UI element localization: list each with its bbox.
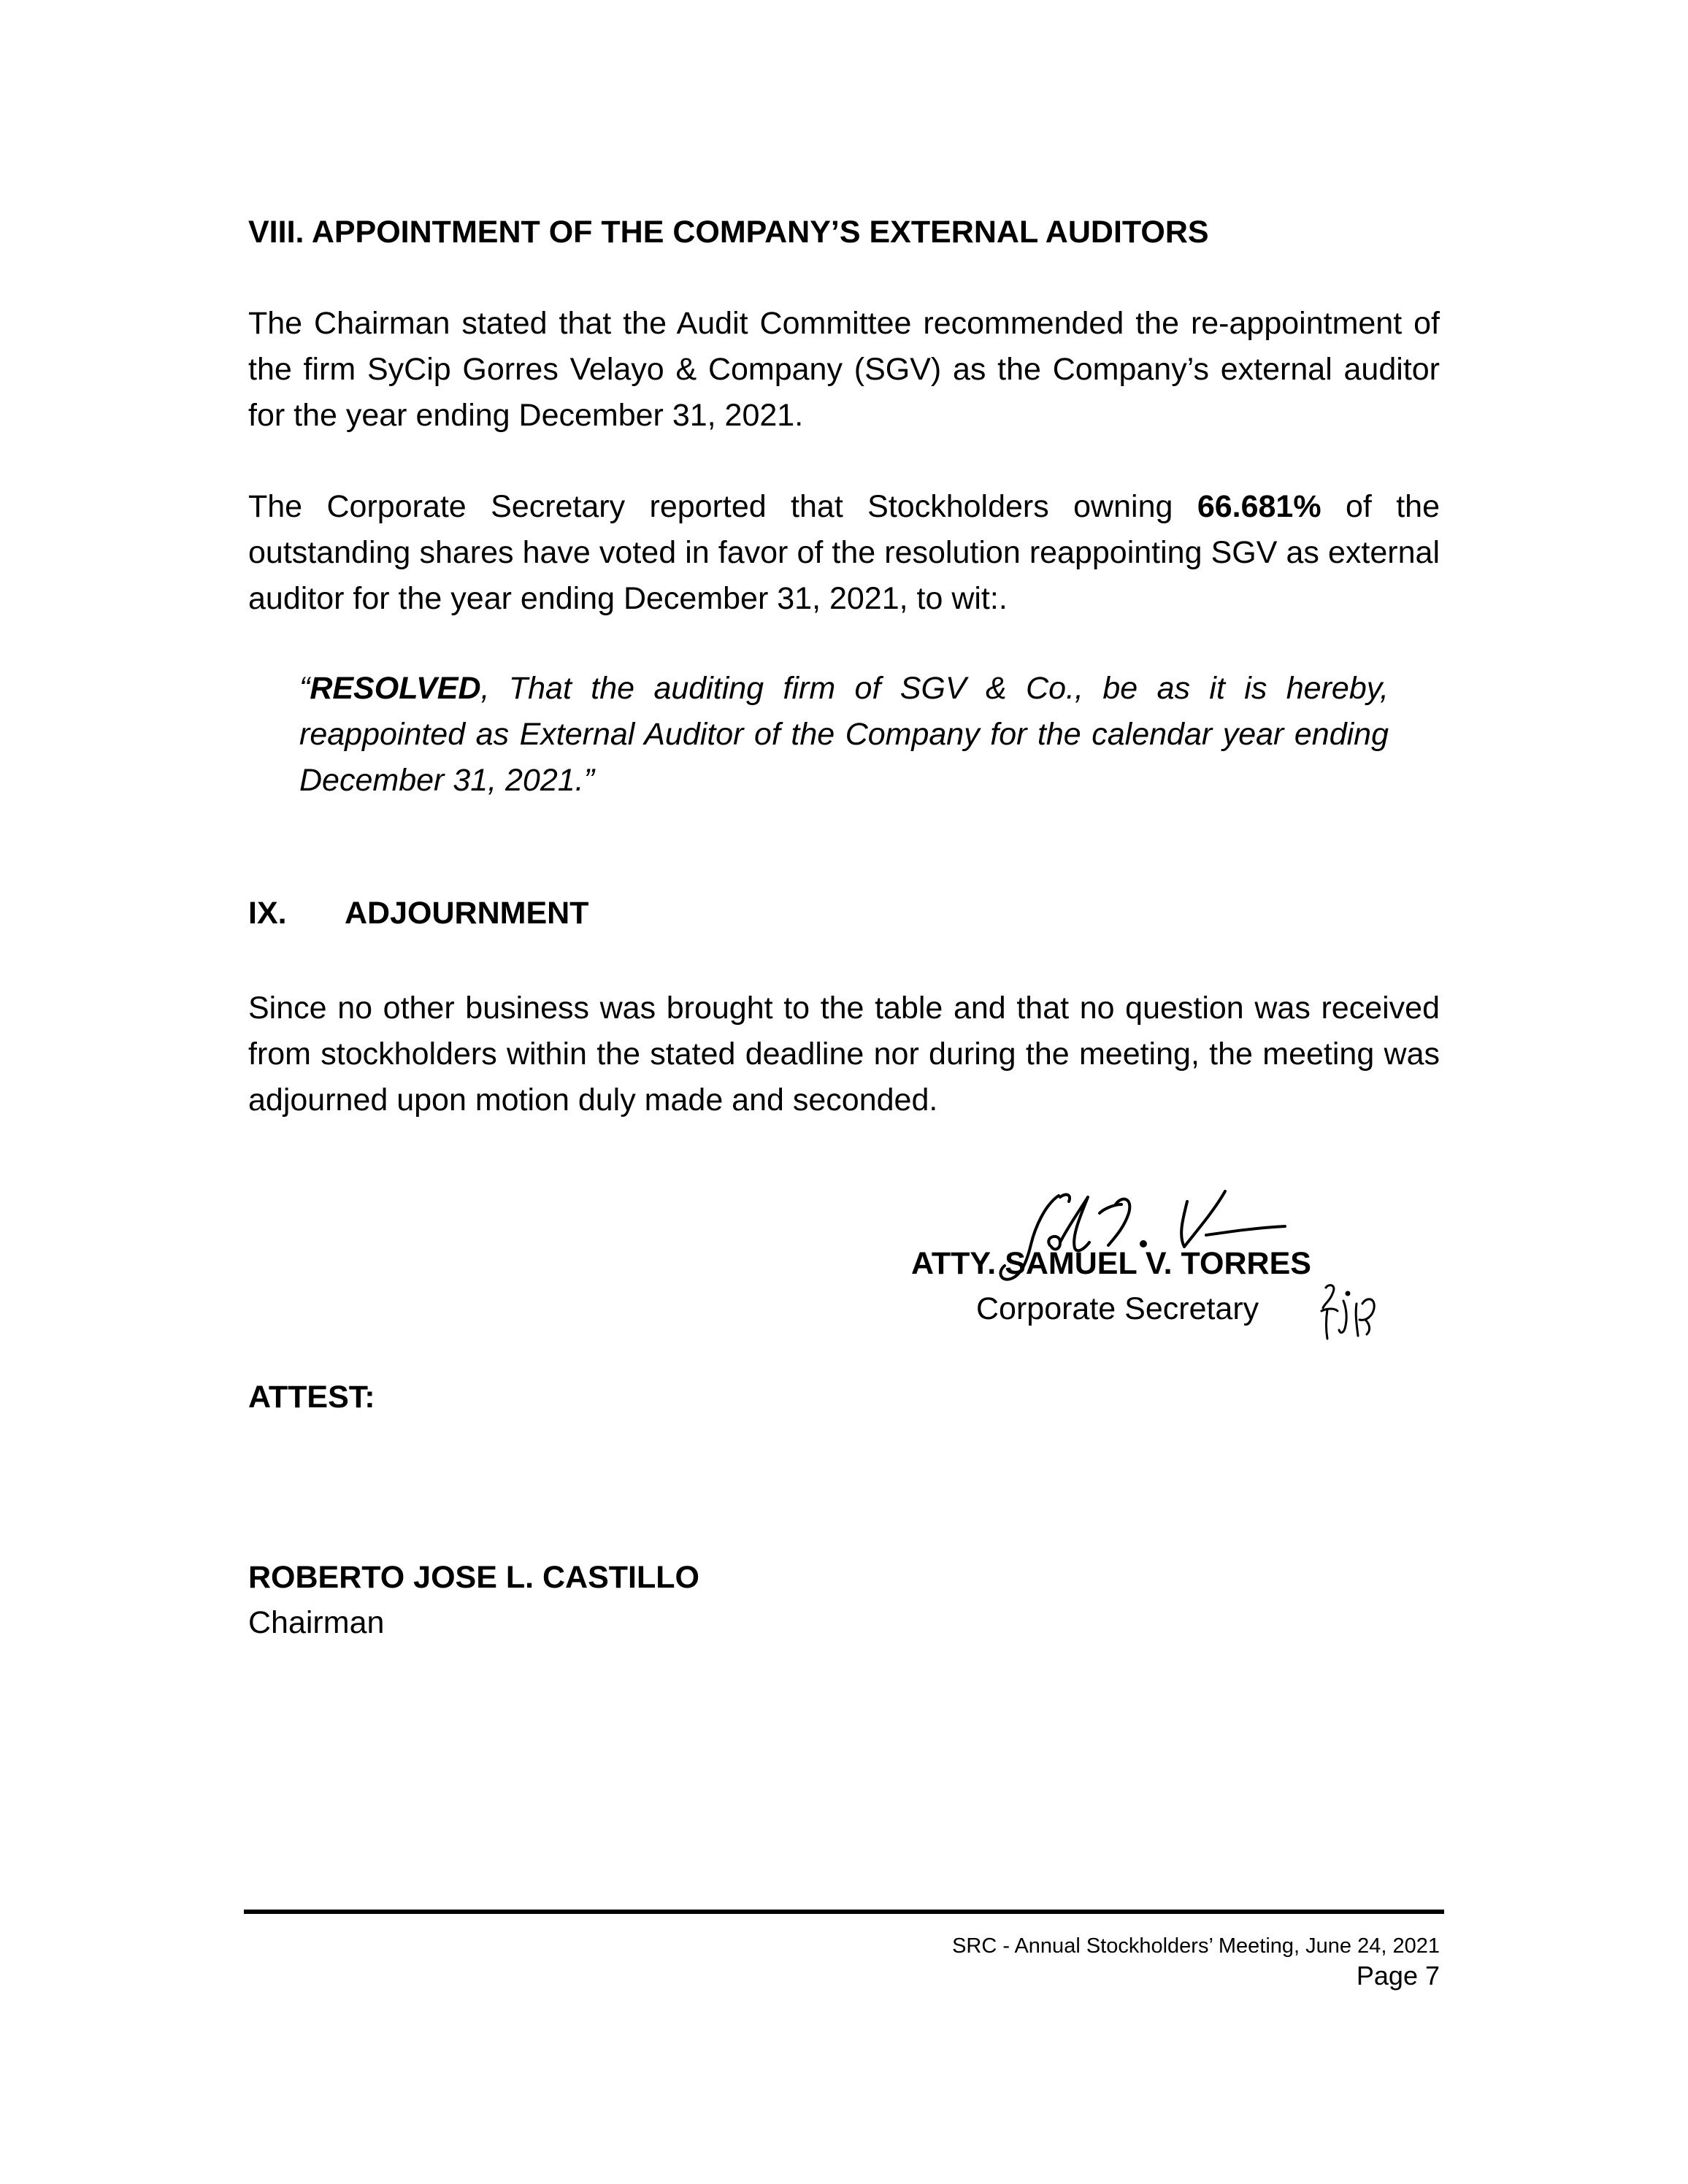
initials-mark-icon [1311,1279,1384,1345]
chairman-title: Chairman [248,1605,385,1640]
voting-result-paragraph [248,484,1440,622]
section-viii-heading: VIII. APPOINTMENT OF THE COMPANY’S EXTERNAL AUDITORS [248,215,1209,250]
resolution-open-quote: “ [299,671,310,706]
footer-divider [244,1910,1444,1914]
auditor-recommendation-paragraph: The Chairman stated that the Audit Committee recommended the re-appointment of the firm SyCip Gorres Velayo & Company (SGV) as the Company’s external auditor for the year ending December 31, 2021. [248,306,1440,433]
resolution-body: , That the auditing firm of SGV & Co., be as it is hereby, reappointed as External Auditor of the Company for the calendar year ending December 31, 2021.” [299,671,1389,798]
attest-label: ATTEST: [248,1380,375,1415]
section-ix-title: ADJOURNMENT [345,896,589,931]
section-ix-heading [248,891,589,936]
adjournment-paragraph: Since no other business was brought to the table and that no question was received from stockholders within the stated deadline nor during the meeting, the meeting was adjourned upon motion duly made and seconded. [248,991,1440,1118]
resolution-keyword: RESOLVED [310,671,481,706]
voting-text-after: of the outstanding shares have voted in favor of the resolution reappointing SGV as external auditor for the year ending December 31, 2021, to wit:. [248,489,1440,616]
page-number: Page 7 [1356,1961,1440,1991]
resolution-quote [299,666,1389,804]
footer-meeting-label: SRC - Annual Stockholders’ Meeting, June 24, 2021 [952,1934,1440,1958]
voting-text-before: The Corporate Secretary reported that Stockholders owning [248,489,1197,524]
chairman-name: ROBERTO JOSE L. CASTILLO [248,1560,699,1595]
secretary-name: ATTY. SAMUEL V. TORRES [911,1246,1311,1281]
section-ix-number: IX. [248,896,287,931]
secretary-title: Corporate Secretary [976,1291,1259,1326]
voting-percentage: 66.681% [1197,489,1321,524]
